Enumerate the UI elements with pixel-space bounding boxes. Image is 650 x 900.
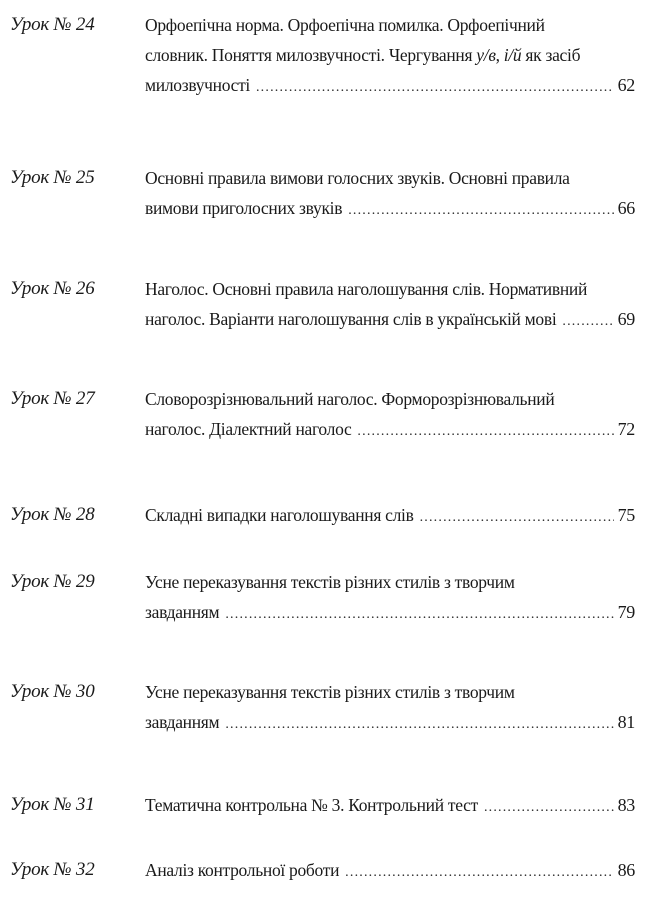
lesson-number: Урок № 27 xyxy=(10,388,95,409)
title-line-leader: милозвучності ..... 62 xyxy=(145,70,635,100)
lesson-number: Урок № 24 xyxy=(10,14,95,35)
lesson-number: Урок № 31 xyxy=(10,794,95,815)
page-number: 81 xyxy=(617,712,635,732)
lesson-number: Урок № 25 xyxy=(10,167,95,188)
lesson-title xyxy=(145,790,635,820)
title-line: словник. Поняття милозвучності. Чергування у/в, і/й як засіб xyxy=(145,45,581,65)
dot-leader xyxy=(256,73,614,103)
dot-leader xyxy=(225,710,613,740)
title-line-leader: вимови приголосних звуків ..... 66 xyxy=(145,193,635,223)
dot-leader xyxy=(348,196,613,226)
page-number: 72 xyxy=(617,419,635,439)
lesson-number: Урок № 30 xyxy=(10,681,95,702)
title-line-leader: наголос. Варіанти наголошування слів в українській мові ..... 69 xyxy=(145,304,635,334)
alternation-ye: у/в xyxy=(476,45,496,65)
lesson-title xyxy=(145,677,635,737)
title-line-leader: завданням ..... 79 xyxy=(145,597,635,627)
page-number: 75 xyxy=(617,505,635,525)
page-number: 83 xyxy=(617,795,635,815)
lesson-title xyxy=(145,384,635,444)
lesson-title xyxy=(145,567,635,627)
title-line-leader: Аналіз контрольної роботи ..... 86 xyxy=(145,855,635,885)
dot-leader xyxy=(345,858,613,888)
lesson-number: Урок № 32 xyxy=(10,859,95,880)
lesson-number: Урок № 29 xyxy=(10,571,95,592)
title-line: Усне переказування текстів різних стилів з творчим xyxy=(145,682,515,702)
alternation-ij: і/й xyxy=(503,45,522,65)
lesson-title xyxy=(145,500,635,530)
title-line-leader: наголос. Діалектний наголос ..... 72 xyxy=(145,414,635,444)
dot-leader xyxy=(562,307,613,337)
title-line: Орфоепічна норма. Орфоепічна помилка. Орфоепічний xyxy=(145,15,545,35)
title-line-leader: Складні випадки наголошування слів ..... 75 xyxy=(145,500,635,530)
page-number: 62 xyxy=(617,75,635,95)
title-line-leader: завданням ..... 81 xyxy=(145,707,635,737)
title-line-leader: Тематична контрольна № 3. Контрольний тест ..... 83 xyxy=(145,790,635,820)
lesson-title xyxy=(145,10,635,100)
page-number: 69 xyxy=(617,309,635,329)
lesson-title xyxy=(145,274,635,334)
dot-leader xyxy=(484,793,614,823)
lesson-number: Урок № 26 xyxy=(10,278,95,299)
page-number: 86 xyxy=(617,860,635,880)
lesson-title xyxy=(145,855,635,885)
title-line: Основні правила вимови голосних звуків. Основні правила xyxy=(145,168,570,188)
lesson-number: Урок № 28 xyxy=(10,504,95,525)
lesson-title xyxy=(145,163,635,223)
dot-leader xyxy=(357,417,613,447)
page-number: 66 xyxy=(617,198,635,218)
page-number: 79 xyxy=(617,602,635,622)
title-line: Словорозрізнювальний наголос. Форморозрізнювальний xyxy=(145,389,555,409)
title-line: Усне переказування текстів різних стилів з творчим xyxy=(145,572,515,592)
dot-leader xyxy=(225,600,613,630)
title-line: Наголос. Основні правила наголошування слів. Нормативний xyxy=(145,279,588,299)
dot-leader xyxy=(420,503,614,533)
